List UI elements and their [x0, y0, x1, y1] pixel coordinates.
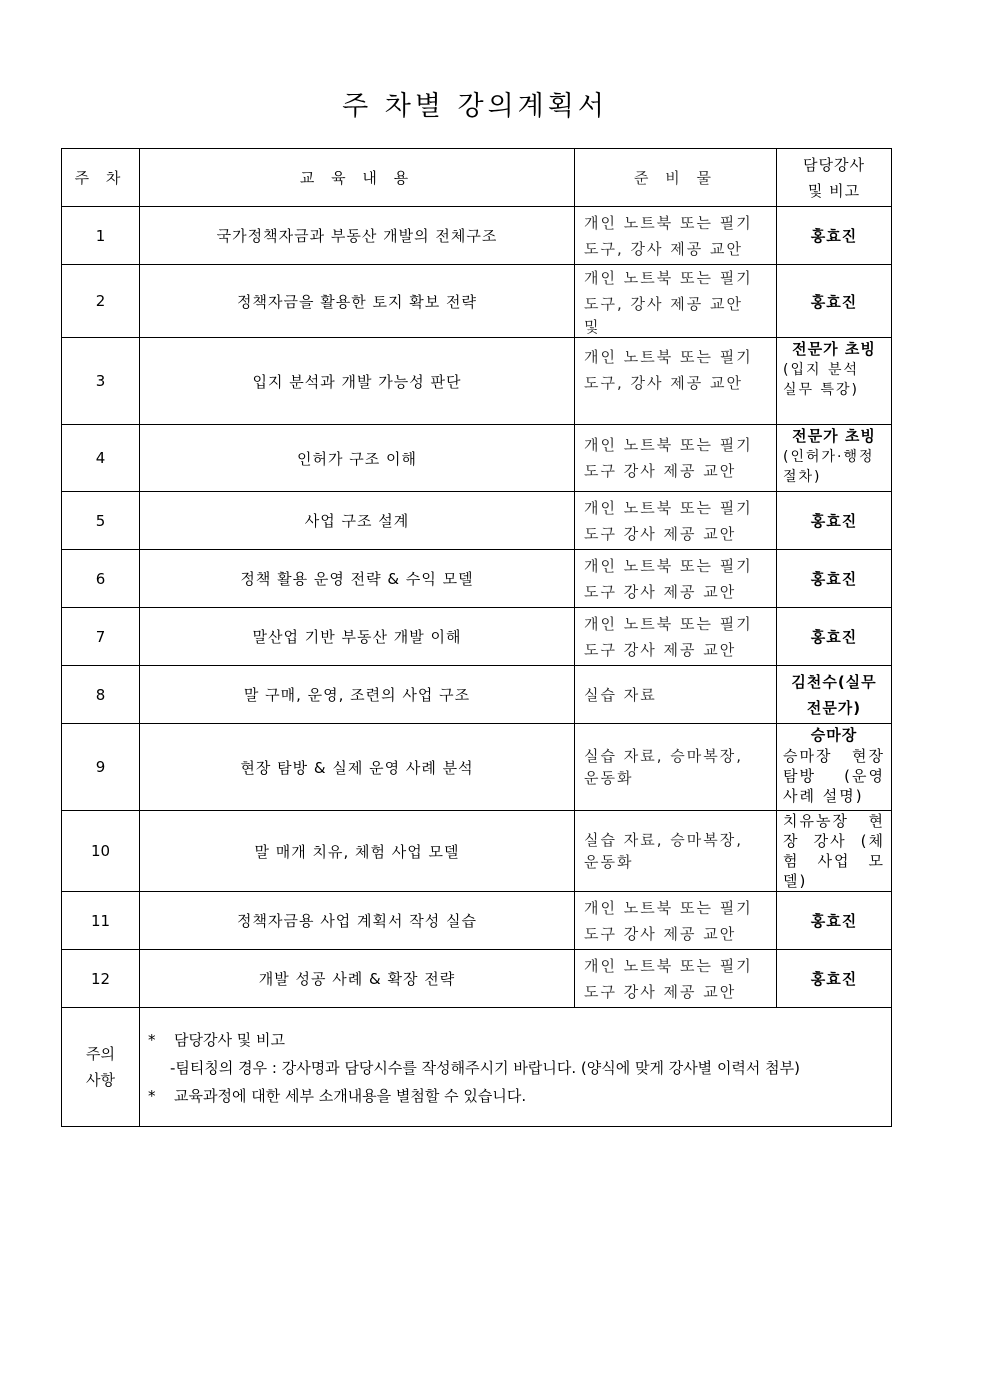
prep-materials — [575, 724, 777, 811]
table-row — [62, 892, 892, 950]
lecture-plan-table — [61, 148, 892, 1127]
prep-line: 도구, 강사 제공 교안 — [584, 295, 743, 313]
table-row — [62, 338, 892, 425]
instructor — [777, 724, 892, 811]
prep-line: 도구 강사 제공 교안 — [584, 640, 737, 659]
lesson-content: 말 매개 치유, 체험 사업 모델 — [140, 811, 575, 892]
header-instructor-line2: 및 비고 — [807, 181, 861, 200]
notes-row — [62, 1008, 892, 1127]
week-number: 3 — [62, 338, 140, 425]
instructor-note: 치유농장 현장 강사 (체험 사업 모델) — [783, 812, 885, 890]
instructor: 홍효진 — [777, 608, 892, 666]
prep-line: 개인 노트북 또는 필기 — [584, 213, 753, 232]
prep-materials — [575, 492, 777, 550]
prep-line: 개인 노트북 또는 필기 — [584, 436, 753, 454]
notes-label — [62, 1008, 140, 1127]
prep-materials — [575, 892, 777, 950]
notes-item-text: 담당강사 및 비고 — [174, 1031, 285, 1049]
notes-item — [148, 1082, 883, 1110]
lesson-content: 현장 탐방 & 실제 운영 사례 분석 — [140, 724, 575, 811]
lesson-content: 개발 성공 사례 & 확장 전략 — [140, 950, 575, 1008]
lesson-content: 정책자금을 활용한 토지 확보 전략 — [140, 265, 575, 338]
bullet-star: * — [148, 1031, 156, 1049]
page-title: 주 차별 강의계획서 — [342, 91, 608, 122]
week-number: 7 — [62, 608, 140, 666]
lesson-content: 사업 구조 설계 — [140, 492, 575, 550]
prep-line: 및 — [584, 318, 601, 336]
notes-body — [140, 1008, 892, 1127]
instructor-note: 승마장 현장 탐방 (운영 사례 설명) — [783, 747, 885, 805]
instructor: 김천수(실무 전문가) — [777, 666, 892, 724]
header-instructor-line1: 담당강사 — [803, 155, 865, 174]
prep-line: 도구, 강사 제공 교안 — [584, 239, 743, 258]
week-number: 4 — [62, 425, 140, 492]
lesson-content: 정책자금용 사업 계획서 작성 실습 — [140, 892, 575, 950]
prep-materials — [575, 207, 777, 265]
prep-materials — [575, 338, 777, 425]
lesson-content: 입지 분석과 개발 가능성 판단 — [140, 338, 575, 425]
prep-line: 도구 강사 제공 교안 — [584, 524, 737, 543]
instructor: 홍효진 — [777, 492, 892, 550]
instructor: 홍효진 — [777, 207, 892, 265]
table-row — [62, 425, 892, 492]
prep-materials — [575, 550, 777, 608]
table-header-row — [62, 149, 892, 207]
prep-line: 실습 자료, 승마복장, — [584, 831, 743, 849]
header-content: 교 육 내 용 — [140, 149, 575, 207]
week-number: 2 — [62, 265, 140, 338]
prep-materials — [575, 811, 777, 892]
notes-label-line: 사항 — [86, 1071, 115, 1089]
table-row — [62, 492, 892, 550]
prep-materials — [575, 666, 777, 724]
prep-line: 실습 자료, 승마복장, — [584, 747, 743, 765]
prep-line: 운동화 — [584, 769, 634, 787]
prep-line: 개인 노트북 또는 필기 — [584, 348, 753, 366]
lesson-content: 정책 활용 운영 전략 & 수익 모델 — [140, 550, 575, 608]
prep-line: 도구, 강사 제공 교안 — [584, 374, 743, 392]
instructor-note: (입지 분석 실무 특강) — [783, 362, 860, 398]
prep-materials — [575, 608, 777, 666]
table-row — [62, 950, 892, 1008]
notes-subitem: -팀티칭의 경우 : 강사명과 담당시수를 작성해주시기 바랍니다. (양식에 맞게 강사별 이력서 첨부) — [170, 1059, 801, 1077]
instructor-note: (인허가·행정 절차) — [783, 449, 875, 485]
lesson-content: 말 구매, 운영, 조련의 사업 구조 — [140, 666, 575, 724]
table-row — [62, 724, 892, 811]
instructor — [777, 811, 892, 892]
prep-line: 운동화 — [584, 853, 634, 871]
prep-line: 개인 노트북 또는 필기 — [584, 898, 753, 917]
lesson-content: 인허가 구조 이해 — [140, 425, 575, 492]
instructor-name: 전문가 초빙 — [792, 340, 876, 358]
prep-line: 개인 노트북 또는 필기 — [584, 614, 753, 633]
week-number: 11 — [62, 892, 140, 950]
lesson-content: 말산업 기반 부동산 개발 이해 — [140, 608, 575, 666]
prep-line: 개인 노트북 또는 필기 — [584, 956, 753, 975]
table-row — [62, 608, 892, 666]
table-row — [62, 265, 892, 338]
instructor — [777, 425, 892, 492]
notes-label-line: 주의 — [86, 1045, 115, 1063]
instructor: 홍효진 — [777, 550, 892, 608]
notes-item — [148, 1026, 883, 1054]
week-number: 9 — [62, 724, 140, 811]
week-number: 5 — [62, 492, 140, 550]
header-prep: 준 비 물 — [575, 149, 777, 207]
prep-line: 도구 강사 제공 교안 — [584, 582, 737, 601]
prep-materials — [575, 425, 777, 492]
prep-line: 개인 노트북 또는 필기 — [584, 556, 753, 575]
prep-line: 개인 노트북 또는 필기 — [584, 269, 753, 287]
notes-item-text: 교육과정에 대한 세부 소개내용을 별첨할 수 있습니다. — [174, 1087, 527, 1105]
instructor-name: 전문가 초빙 — [792, 427, 876, 445]
lesson-content: 국가정책자금과 부동산 개발의 전체구조 — [140, 207, 575, 265]
week-number: 8 — [62, 666, 140, 724]
week-number: 1 — [62, 207, 140, 265]
week-number: 12 — [62, 950, 140, 1008]
bullet-star: * — [148, 1087, 156, 1105]
instructor: 홍효진 — [777, 265, 892, 338]
prep-materials — [575, 950, 777, 1008]
table-row — [62, 550, 892, 608]
instructor: 홍효진 — [777, 950, 892, 1008]
week-number: 10 — [62, 811, 140, 892]
header-week: 주 차 — [62, 149, 140, 207]
instructor-name: 승마장 — [810, 726, 858, 744]
prep-materials — [575, 265, 777, 338]
table-row — [62, 811, 892, 892]
prep-line: 도구 강사 제공 교안 — [584, 982, 737, 1001]
table-row — [62, 207, 892, 265]
prep-line: 개인 노트북 또는 필기 — [584, 498, 753, 517]
header-instructor — [777, 149, 892, 207]
instructor — [777, 338, 892, 425]
prep-line: 도구 강사 제공 교안 — [584, 462, 737, 480]
week-number: 6 — [62, 550, 140, 608]
prep-line: 실습 자료 — [584, 685, 657, 704]
table-row — [62, 666, 892, 724]
instructor: 홍효진 — [777, 892, 892, 950]
prep-line: 도구 강사 제공 교안 — [584, 924, 737, 943]
